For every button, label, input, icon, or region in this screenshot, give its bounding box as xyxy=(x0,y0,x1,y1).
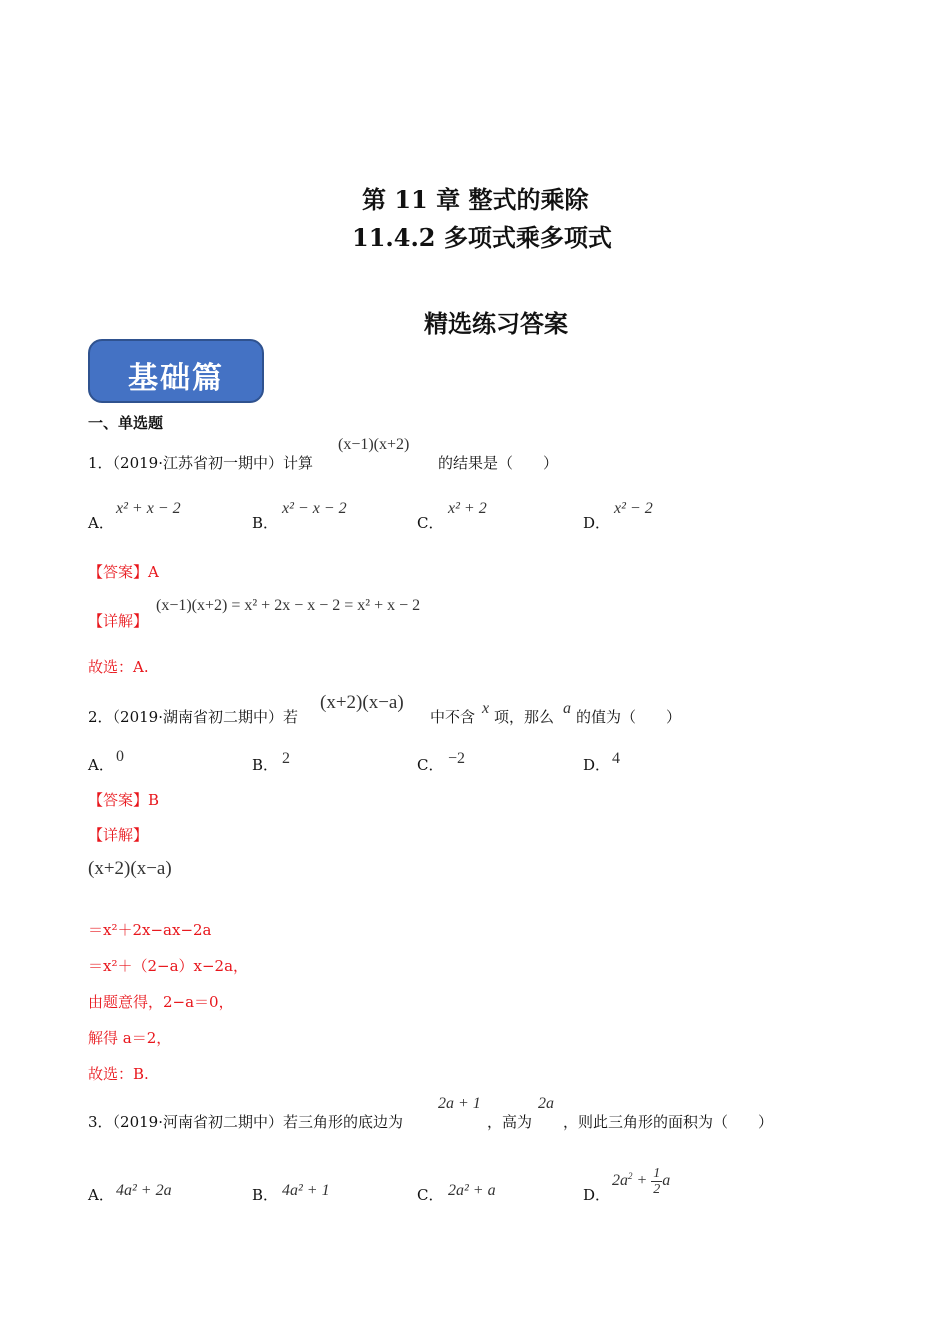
q1-conclusion: 故选：A. xyxy=(88,658,149,676)
q2-option-c-label: C． xyxy=(417,756,444,774)
q3-option-d-fraction xyxy=(651,1166,662,1197)
q3-option-a-value: 4a² + 2a xyxy=(116,1182,172,1199)
q1-prefix: 1．（2019·江苏省初一期中）计算 xyxy=(88,454,313,472)
q1-option-b-value: x² − x − 2 xyxy=(282,500,347,517)
q3-option-d-label: D． xyxy=(583,1186,611,1204)
q3-base: 2a + 1 xyxy=(438,1095,481,1112)
q2-option-d-label: D． xyxy=(583,756,611,774)
q3-option-b-value: 4a² + 1 xyxy=(282,1182,330,1199)
q2-step-3: 由题意得，2−a＝0， xyxy=(88,993,234,1011)
q1-option-c-value: x² + 2 xyxy=(448,500,487,517)
q2-expr: (x+2)(x−a) xyxy=(320,692,404,713)
q2-detail-expr: (x+2)(x−a) xyxy=(88,858,172,879)
fraction-denominator: 2 xyxy=(653,1182,661,1197)
q1-suffix: 的结果是（ ） xyxy=(438,454,559,472)
q1-detail-label: 【详解】 xyxy=(88,612,149,630)
q2-prefix: 2．（2019·湖南省初二期中）若 xyxy=(88,708,298,726)
q3-option-d-value: $2a^2$ + $\frac{1}{2}$ a xyxy=(612,1166,671,1197)
page-subtitle: 精选练习答案 xyxy=(424,309,568,338)
q1-expr: (x−1)(x+2) xyxy=(338,436,410,453)
q2-option-b-value: 2 xyxy=(282,750,290,767)
q3-prefix: 3．（2019·河南省初二期中）若三角形的底边为 xyxy=(88,1113,403,1131)
q2-option-d-value: 4 xyxy=(612,750,620,767)
q1-option-c-label: C． xyxy=(417,514,444,532)
q3-mid: ，高为 xyxy=(487,1113,533,1131)
q3-suffix: ，则此三角形的面积为（ ） xyxy=(563,1113,774,1131)
q2-mid1: 中不含 xyxy=(430,708,476,726)
q2-answer: 【答案】B xyxy=(88,791,160,809)
section-title: 11.4.2 多项式乘多项式 xyxy=(352,223,612,252)
q3-option-c-value: 2a² + a xyxy=(448,1182,496,1199)
q1-detail-expr: (x−1)(x+2) = x² + 2x − x − 2 = x² + x − 2 xyxy=(156,597,421,614)
q3-option-a-label: A． xyxy=(88,1186,114,1204)
q1-answer: 【答案】A xyxy=(88,563,159,581)
q2-var-a: a xyxy=(563,700,571,717)
q2-option-a-label: A． xyxy=(88,756,114,774)
q2-suffix: 的值为（ ） xyxy=(576,708,682,726)
q2-option-c-value: −2 xyxy=(448,750,466,767)
q2-step-2: ＝x²＋（2−a）x−2a， xyxy=(88,957,249,975)
section-heading: 一、单选题 xyxy=(88,414,164,432)
chapter-title: 第 11 章 整式的乘除 xyxy=(362,185,589,214)
q2-mid2: 项，那么 xyxy=(494,708,555,726)
q2-step-1: ＝x²＋2x−ax−2a xyxy=(88,921,212,939)
q3-option-c-label: C． xyxy=(417,1186,444,1204)
q2-option-a-value: 0 xyxy=(116,748,124,765)
q1-option-a-value: x² + x − 2 xyxy=(116,500,181,517)
q2-option-b-label: B． xyxy=(252,756,279,774)
q2-detail-label: 【详解】 xyxy=(88,826,149,844)
q1-option-b-label: B． xyxy=(252,514,279,532)
section-badge xyxy=(88,339,264,403)
q1-option-a-label: A． xyxy=(88,514,114,532)
q3-option-b-label: B． xyxy=(252,1186,279,1204)
q1-option-d-value: x² − 2 xyxy=(614,500,653,517)
section-badge-label: 基础篇 xyxy=(128,361,224,396)
q2-step-4: 解得 a＝2， xyxy=(88,1029,172,1047)
fraction-numerator: 1 xyxy=(653,1166,661,1181)
q2-step-5: 故选：B. xyxy=(88,1065,149,1083)
q2-var-x: x xyxy=(482,700,490,717)
q3-height: 2a xyxy=(538,1095,554,1112)
q1-option-d-label: D． xyxy=(583,514,611,532)
